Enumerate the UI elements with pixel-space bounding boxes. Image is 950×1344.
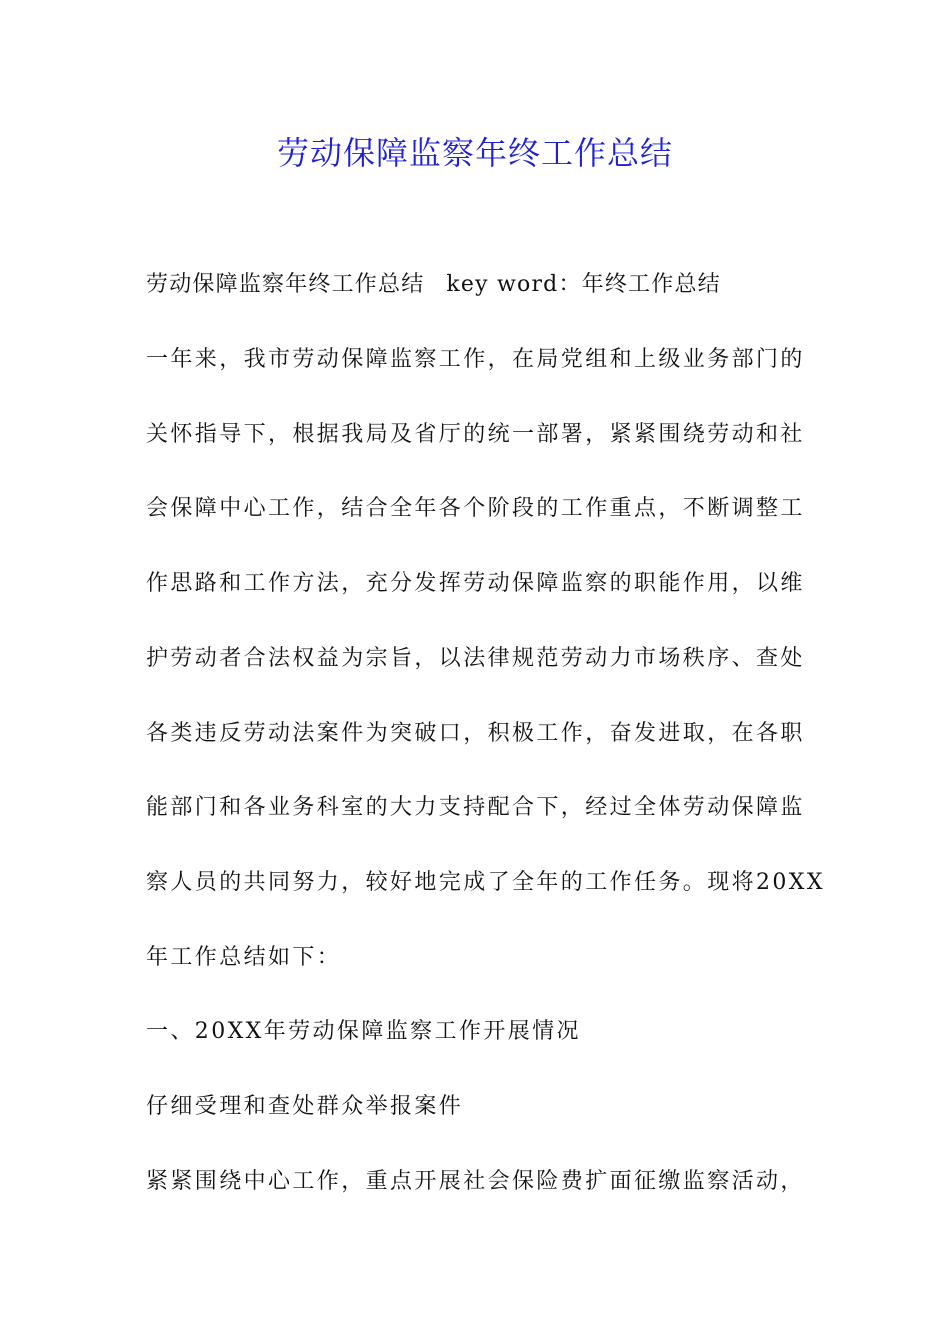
header-title-text: 劳动保障监察年终工作总结 [146, 272, 425, 297]
body-line-4: 作思路和工作方法，充分发挥劳动保障监察的职能作用，以维 [146, 571, 805, 596]
body-line-6: 各类违反劳动法案件为突破口，积极工作，奋发进取，在各职 [146, 721, 805, 746]
body-line-1: 一年来，我市劳动保障监察工作，在局党组和上级业务部门的 [146, 347, 805, 372]
document-title: 劳动保障监察年终工作总结 [276, 134, 673, 172]
body-line-10: 紧紧围绕中心工作，重点开展社会保险费扩面征缴监察活动， [146, 1169, 805, 1194]
body-line-7: 能部门和各业务科室的大力支持配合下，经过全体劳动保障监 [146, 795, 805, 820]
header-keyword: key word：年终工作总结 [446, 272, 721, 297]
body-line-8: 察人员的共同努力，较好地完成了全年的工作任务。现将20XX [146, 870, 825, 895]
body-line-2: 关怀指导下，根据我局及省厅的统一部署，紧紧围绕劳动和社 [146, 422, 805, 447]
body-line-9: 年工作总结如下： [146, 945, 342, 970]
body-line-3: 会保障中心工作，结合全年各个阶段的工作重点，不断调整工 [146, 496, 805, 521]
subsection-heading: 仔细受理和查处群众举报案件 [146, 1094, 464, 1119]
header-line [146, 270, 826, 300]
body-line-5: 护劳动者合法权益为宗旨，以法律规范劳动力市场秩序、查处 [146, 646, 805, 671]
section-heading: 一、20XX年劳动保障监察工作开展情况 [146, 1019, 581, 1044]
